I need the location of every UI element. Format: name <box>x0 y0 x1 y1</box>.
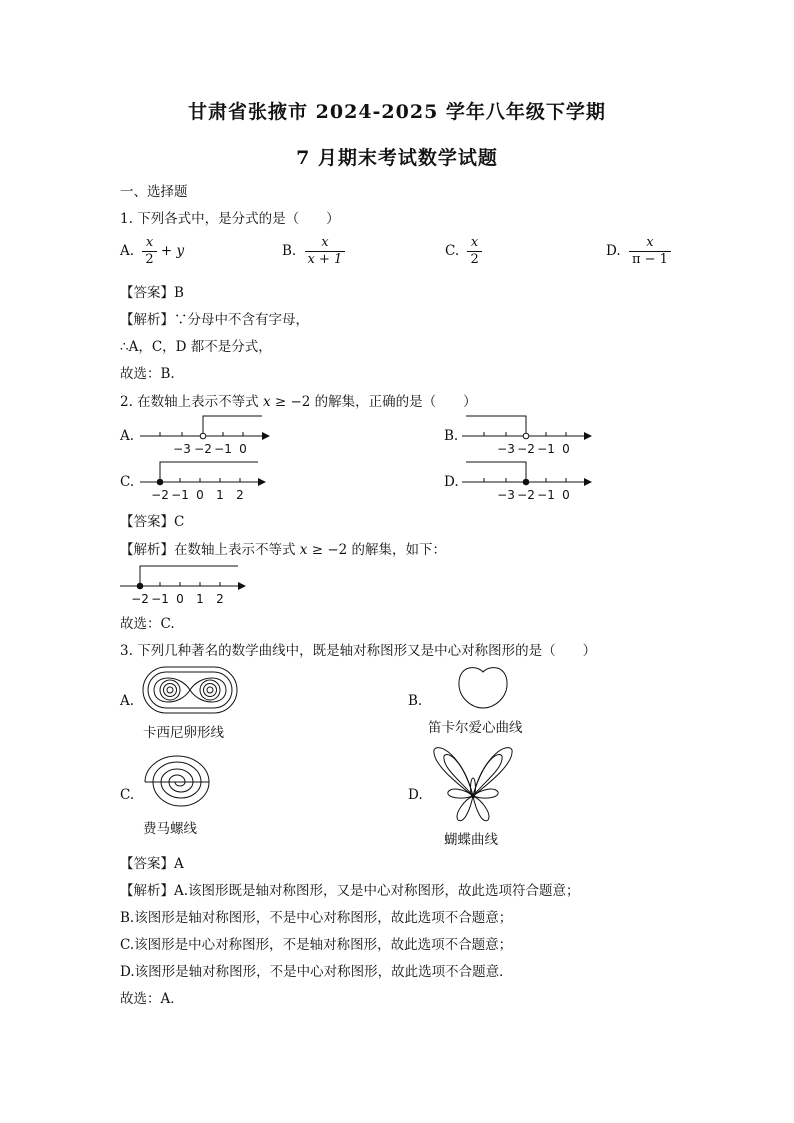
q3-option-a-label: A. <box>120 693 135 709</box>
closed-endpoint <box>157 479 163 485</box>
q1-option-a <box>120 235 184 268</box>
tick-label: 0 <box>196 488 204 502</box>
spiral-arc <box>153 762 201 782</box>
fraction <box>629 235 671 268</box>
tick-label: 0 <box>176 592 184 606</box>
q1-answer: 【答案】B <box>120 285 184 301</box>
q1-option-d <box>606 235 671 268</box>
q3-option-b-label: B. <box>408 693 423 709</box>
lower-left-wing <box>457 796 473 821</box>
denominator: x + 1 <box>305 251 346 268</box>
tick-label: −2 <box>517 442 535 456</box>
solution-bracket <box>160 462 258 482</box>
axis-arrow <box>258 478 266 486</box>
numerator: x <box>145 235 154 250</box>
middle-left-wing <box>448 789 473 798</box>
q2-option-a-number-line <box>140 410 270 458</box>
q2-option-b-number-line <box>462 410 592 458</box>
tick-label: 1 <box>216 488 224 502</box>
tick-label: −2 <box>151 488 169 502</box>
cardioid-curve <box>459 668 507 708</box>
q2-analysis-text: 【解析】在数轴上表示不等式 <box>120 542 296 558</box>
q3-option-a-caption: 卡西尼卵形线 <box>143 725 224 741</box>
q2-analysis <box>120 538 446 558</box>
fraction-tail: + y <box>160 243 185 259</box>
q2-solution-number-line <box>120 560 250 608</box>
tick-label: −2 <box>131 592 149 606</box>
q3-option-d-caption: 蝴蝶曲线 <box>444 832 498 848</box>
cassini-oval-figure <box>140 664 240 718</box>
q1-analysis-1: 【解析】∵分母中不含有字母， <box>120 312 309 328</box>
q2-option-d-label: D. <box>444 474 459 490</box>
q3-analysis-2: B.该图形是轴对称图形，不是中心对称图形，故此选项不合题意； <box>120 910 513 926</box>
tick-label: 1 <box>196 592 204 606</box>
q2-stem-text: 2. 在数轴上表示不等式 <box>120 394 259 410</box>
q3-analysis-3: C.该图形是中心对称图形，不是轴对称图形，故此选项不合题意； <box>120 937 513 953</box>
option-label: B. <box>282 243 297 259</box>
q3-stem: 3. 下列几种著名的数学曲线中，既是轴对称图形又是中心对称图形的是（ ） <box>120 643 597 659</box>
q2-conclusion: 故选：C. <box>120 616 175 632</box>
q1-analysis-2: ∴A，C，D 都不是分式， <box>120 339 272 355</box>
tick-label: −2 <box>194 442 212 456</box>
numerator: x <box>470 235 479 250</box>
open-endpoint <box>200 433 206 439</box>
q3-analysis-1: 【解析】A.该图形既是轴对称图形，又是中心对称图形，故此选项符合题意； <box>120 883 580 899</box>
q2-analysis-variable: x <box>299 542 308 558</box>
spiral-arc <box>169 782 193 792</box>
option-label: A. <box>120 243 135 259</box>
axis-arrow <box>238 582 246 590</box>
q2-stem-text-end: ≥ −2 的解集，正确的是（ ） <box>274 394 477 410</box>
tick-label: 0 <box>239 442 247 456</box>
q2-analysis-text-end: ≥ −2 的解集，如下： <box>311 542 447 558</box>
option-label: C. <box>445 243 460 259</box>
q2-answer: 【答案】C <box>120 514 185 530</box>
spiral-arc <box>161 782 201 798</box>
open-endpoint <box>523 433 529 439</box>
q1-conclusion: 故选：B. <box>120 366 175 382</box>
axis-arrow <box>584 432 592 440</box>
q3-option-b-caption: 笛卡尔爱心曲线 <box>428 720 523 736</box>
tick-label: −3 <box>173 442 191 456</box>
spiral-arc <box>175 782 185 786</box>
q3-answer: 【答案】A <box>120 856 184 872</box>
tick-label: −1 <box>151 592 169 606</box>
q2-stem <box>120 390 477 410</box>
tick-label: −1 <box>537 442 555 456</box>
numerator: x <box>321 235 329 250</box>
q2-stem-variable: x <box>262 394 271 410</box>
tick-label: 0 <box>562 488 570 502</box>
axis-arrow <box>584 478 592 486</box>
spiral-arc <box>169 775 185 782</box>
q2-option-a-label: A. <box>120 428 135 444</box>
solution-bracket <box>466 462 526 482</box>
tick-label: −1 <box>214 442 232 456</box>
tick-label: −1 <box>171 488 189 502</box>
tick-label: 2 <box>216 592 224 606</box>
middle-right-wing <box>473 789 498 798</box>
butterfly-curve-figure <box>428 744 518 828</box>
q2-option-c-number-line <box>140 456 270 504</box>
q3-option-c-label: C. <box>120 787 135 803</box>
doc-title-line1: 甘肃省张掖市 2024-2025 学年八年级下学期 <box>188 101 606 123</box>
axis-arrow <box>262 432 270 440</box>
denominator: π − 1 <box>629 251 671 268</box>
q3-option-c-caption: 费马螺线 <box>143 821 197 837</box>
q1-stem: 1. 下列各式中，是分式的是（ ） <box>120 211 340 227</box>
cardioid-figure <box>455 662 511 712</box>
doc-title-line2: 7 月期末考试数学试题 <box>296 147 498 169</box>
tick-label: −3 <box>497 488 515 502</box>
tick-label: −1 <box>537 488 555 502</box>
closed-endpoint <box>523 479 529 485</box>
option-label: D. <box>606 243 621 259</box>
solution-bracket <box>203 416 262 436</box>
tick-label: 2 <box>236 488 244 502</box>
denominator: 2 <box>142 251 156 268</box>
q2-option-c-label: C. <box>120 474 135 490</box>
right-loop <box>204 684 217 697</box>
section-heading: 一、选择题 <box>120 184 188 200</box>
solution-bracket <box>140 566 238 586</box>
q2-option-d-number-line <box>462 456 592 504</box>
q3-conclusion: 故选：A． <box>120 991 184 1007</box>
tick-label: 0 <box>562 442 570 456</box>
q1-option-c <box>445 235 482 268</box>
left-loop <box>167 687 173 693</box>
left-loop <box>164 684 177 697</box>
numerator: x <box>646 235 654 250</box>
closed-endpoint <box>137 583 143 589</box>
denominator: 2 <box>467 251 481 268</box>
tick-label: −3 <box>497 442 515 456</box>
q2-option-b-label: B. <box>444 428 459 444</box>
right-loop <box>207 687 213 693</box>
q1-option-b <box>282 235 345 268</box>
fermat-spiral-figure <box>142 754 212 812</box>
q3-analysis-4: D.该图形是轴对称图形，不是中心对称图形，故此选项不合题意． <box>120 964 513 980</box>
q3-option-d-label: D. <box>408 787 423 803</box>
solution-bracket <box>466 416 526 436</box>
lower-right-wing <box>473 796 489 821</box>
fraction <box>142 235 156 268</box>
tick-label: −2 <box>517 488 535 502</box>
fraction <box>305 235 346 268</box>
fraction <box>467 235 481 268</box>
